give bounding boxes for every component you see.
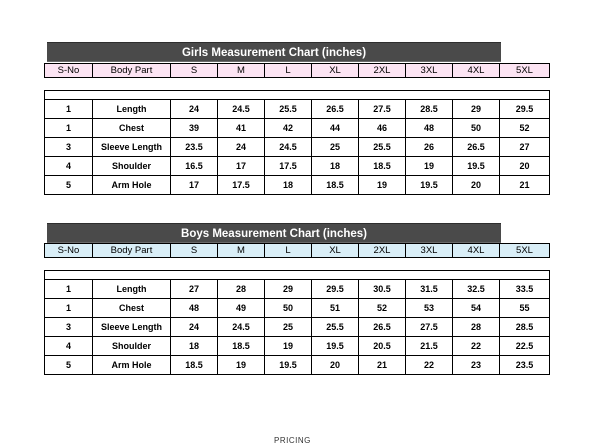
measurement-cell: 41 xyxy=(218,119,265,138)
column-header: M xyxy=(218,64,265,78)
measurement-cell: 18.5 xyxy=(359,157,406,176)
measurement-cell: 24 xyxy=(171,100,218,119)
measurement-cell: 24.5 xyxy=(218,318,265,337)
body-part-cell: Length xyxy=(93,280,171,299)
body-part-cell: Arm Hole xyxy=(93,356,171,375)
measurement-cell: 25.5 xyxy=(265,100,312,119)
body-part-cell: Length xyxy=(93,100,171,119)
serial-number-cell: 3 xyxy=(45,138,93,157)
column-header: 2XL xyxy=(359,244,406,258)
measurement-cell: 17 xyxy=(171,176,218,195)
measurement-cell: 24.5 xyxy=(218,100,265,119)
measurement-cell: 48 xyxy=(406,119,453,138)
serial-number-cell: 1 xyxy=(45,119,93,138)
measurement-cell: 44 xyxy=(312,119,359,138)
column-header: 3XL xyxy=(406,244,453,258)
measurement-cell: 23.5 xyxy=(500,356,550,375)
table-row xyxy=(45,299,550,318)
measurement-cell: 22 xyxy=(406,356,453,375)
measurement-cell: 26.5 xyxy=(312,100,359,119)
measurement-cell: 18 xyxy=(171,337,218,356)
column-header: S-No xyxy=(45,244,93,258)
measurement-cell: 23.5 xyxy=(171,138,218,157)
column-header: Body Part xyxy=(93,244,171,258)
measurement-cell: 18 xyxy=(312,157,359,176)
table-row xyxy=(45,100,550,119)
girls-measurement-table xyxy=(44,63,549,195)
girls-header-row xyxy=(45,64,550,78)
measurement-cell: 19 xyxy=(218,356,265,375)
serial-number-cell: 4 xyxy=(45,337,93,356)
measurement-cell: 26 xyxy=(406,138,453,157)
measurement-cell: 53 xyxy=(406,299,453,318)
column-header: 3XL xyxy=(406,64,453,78)
footer-text: PRICING xyxy=(274,436,311,445)
measurement-cell: 21.5 xyxy=(406,337,453,356)
measurement-cell: 25 xyxy=(312,138,359,157)
measurement-cell: 21 xyxy=(500,176,550,195)
measurement-cell: 51 xyxy=(312,299,359,318)
measurement-cell: 29 xyxy=(453,100,500,119)
measurement-cell: 24 xyxy=(171,318,218,337)
table-row xyxy=(45,280,550,299)
measurement-cell: 52 xyxy=(359,299,406,318)
measurement-cell: 27.5 xyxy=(406,318,453,337)
measurement-cell: 20.5 xyxy=(359,337,406,356)
measurement-cell: 52 xyxy=(500,119,550,138)
measurement-cell: 30.5 xyxy=(359,280,406,299)
body-part-cell: Chest xyxy=(93,299,171,318)
measurement-cell: 20 xyxy=(453,176,500,195)
body-part-cell: Sleeve Length xyxy=(93,138,171,157)
measurement-cell: 19.5 xyxy=(453,157,500,176)
measurement-cell: 29.5 xyxy=(312,280,359,299)
measurement-cell: 19.5 xyxy=(265,356,312,375)
serial-number-cell: 1 xyxy=(45,280,93,299)
spacer-row xyxy=(45,91,550,100)
measurement-cell: 46 xyxy=(359,119,406,138)
measurement-cell: 18 xyxy=(265,176,312,195)
serial-number-cell: 1 xyxy=(45,100,93,119)
measurement-cell: 29 xyxy=(265,280,312,299)
measurement-cell: 33.5 xyxy=(500,280,550,299)
serial-number-cell: 1 xyxy=(45,299,93,318)
measurement-cell: 25 xyxy=(265,318,312,337)
table-row xyxy=(45,157,550,176)
table-row xyxy=(45,356,550,375)
column-header: 4XL xyxy=(453,244,500,258)
serial-number-cell: 5 xyxy=(45,176,93,195)
measurement-cell: 17.5 xyxy=(265,157,312,176)
column-header: 4XL xyxy=(453,64,500,78)
column-header: 2XL xyxy=(359,64,406,78)
measurement-cell: 42 xyxy=(265,119,312,138)
measurement-cell: 17.5 xyxy=(218,176,265,195)
girls-chart-title: Girls Measurement Chart (inches) xyxy=(47,42,501,62)
measurement-cell: 22.5 xyxy=(500,337,550,356)
measurement-cell: 26.5 xyxy=(359,318,406,337)
measurement-cell: 24.5 xyxy=(265,138,312,157)
serial-number-cell: 3 xyxy=(45,318,93,337)
measurement-cell: 17 xyxy=(218,157,265,176)
measurement-cell: 22 xyxy=(453,337,500,356)
measurement-cell: 28.5 xyxy=(500,318,550,337)
table-row xyxy=(45,176,550,195)
column-header: 5XL xyxy=(500,64,550,78)
measurement-cell: 28 xyxy=(453,318,500,337)
measurement-cell: 27 xyxy=(500,138,550,157)
table-row xyxy=(45,337,550,356)
column-header: 5XL xyxy=(500,244,550,258)
measurement-cell: 19.5 xyxy=(312,337,359,356)
boys-header-row xyxy=(45,244,550,258)
measurement-cell: 19 xyxy=(265,337,312,356)
spacer-cell xyxy=(45,91,550,100)
column-header: S xyxy=(171,244,218,258)
measurement-cell: 29.5 xyxy=(500,100,550,119)
serial-number-cell: 5 xyxy=(45,356,93,375)
measurement-cell: 19.5 xyxy=(406,176,453,195)
measurement-cell: 19 xyxy=(406,157,453,176)
body-part-cell: Sleeve Length xyxy=(93,318,171,337)
table-row xyxy=(45,318,550,337)
measurement-cell: 18.5 xyxy=(312,176,359,195)
column-header: XL xyxy=(312,64,359,78)
measurement-cell: 32.5 xyxy=(453,280,500,299)
measurement-cell: 27 xyxy=(171,280,218,299)
column-header: S xyxy=(171,64,218,78)
measurement-cell: 24 xyxy=(218,138,265,157)
column-header: M xyxy=(218,244,265,258)
measurement-cell: 27.5 xyxy=(359,100,406,119)
spacer-row xyxy=(45,271,550,280)
measurement-cell: 54 xyxy=(453,299,500,318)
spacer-cell xyxy=(45,271,550,280)
measurement-cell: 20 xyxy=(312,356,359,375)
column-header: XL xyxy=(312,244,359,258)
body-part-cell: Shoulder xyxy=(93,157,171,176)
measurement-cell: 28.5 xyxy=(406,100,453,119)
measurement-cell: 55 xyxy=(500,299,550,318)
measurement-cell: 18.5 xyxy=(171,356,218,375)
boys-measurement-table xyxy=(44,243,549,375)
measurement-cell: 31.5 xyxy=(406,280,453,299)
column-header: L xyxy=(265,244,312,258)
measurement-cell: 49 xyxy=(218,299,265,318)
table-row xyxy=(45,138,550,157)
measurement-cell: 21 xyxy=(359,356,406,375)
body-part-cell: Shoulder xyxy=(93,337,171,356)
measurement-cell: 39 xyxy=(171,119,218,138)
column-header: L xyxy=(265,64,312,78)
serial-number-cell: 4 xyxy=(45,157,93,176)
table-row xyxy=(45,119,550,138)
body-part-cell: Chest xyxy=(93,119,171,138)
measurement-cell: 25.5 xyxy=(359,138,406,157)
measurement-cell: 16.5 xyxy=(171,157,218,176)
column-header: Body Part xyxy=(93,64,171,78)
measurement-cell: 18.5 xyxy=(218,337,265,356)
measurement-cell: 48 xyxy=(171,299,218,318)
body-part-cell: Arm Hole xyxy=(93,176,171,195)
measurement-cell: 28 xyxy=(218,280,265,299)
measurement-cell: 23 xyxy=(453,356,500,375)
measurement-cell: 19 xyxy=(359,176,406,195)
measurement-cell: 50 xyxy=(453,119,500,138)
measurement-cell: 20 xyxy=(500,157,550,176)
measurement-cell: 25.5 xyxy=(312,318,359,337)
column-header: S-No xyxy=(45,64,93,78)
boys-chart-title: Boys Measurement Chart (inches) xyxy=(47,223,501,243)
measurement-cell: 50 xyxy=(265,299,312,318)
measurement-cell: 26.5 xyxy=(453,138,500,157)
